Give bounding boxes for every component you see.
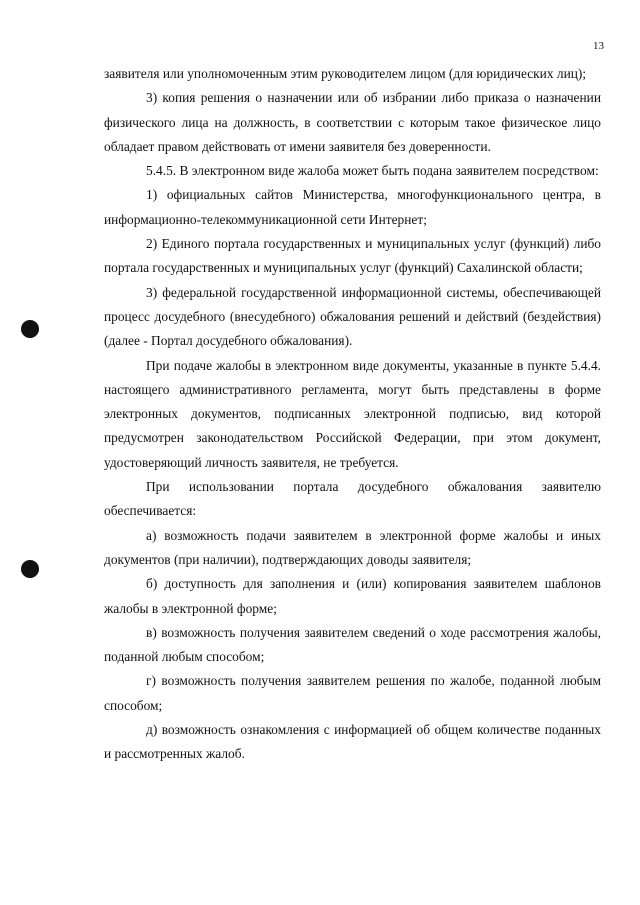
paragraph-item-2-unified-portal: 2) Единого портала государственных и муниципальных услуг (функций) либо портала государственных и муниципальных услуг (функций) Сахалинской области; — [104, 236, 601, 276]
paragraph-item-a: а) возможность подачи заявителем в электронной форме жалобы и иных документов (при наличии), подтверждающих доводы заявителя; — [104, 527, 601, 567]
binder-hole-bottom — [21, 560, 39, 578]
document-body — [104, 62, 601, 767]
paragraph-item-g: г) возможность получения заявителем решения по жалобе, поданной любым способом; — [104, 673, 601, 713]
paragraph-5-4-5: 5.4.5. В электронном виде жалоба может быть подана заявителем посредством: — [146, 163, 599, 179]
paragraph-item-d: д) возможность ознакомления с информацией об общем количестве поданных и рассмотренных жалоб. — [104, 722, 601, 762]
paragraph-item-v: в) возможность получения заявителем сведений о ходе рассмотрения жалобы, поданной любым способом; — [104, 624, 601, 665]
paragraph-item-b: б) доступность для заполнения и (или) копирования заявителем шаблонов жалобы в электронной форме; — [104, 576, 601, 616]
paragraph-continuation: заявителя или уполномоченным этим руководителем лицом (для юридических лиц); — [104, 66, 587, 81]
paragraph-item-1-official-sites: 1) официальных сайтов Министерства, многофункционального центра, в информационно-телекоммуникационной сети Интернет; — [104, 187, 601, 227]
paragraph-portal-provides: При использовании портала досудебного обжалования заявителю обеспечивается: — [104, 479, 601, 519]
paragraph-item-3-copy-decision: 3) копия решения о назначении или об избрании либо приказа о назначении физического лица на должность, в соответствии с которым такое физическое лицо обладает правом действовать от имени заявителя без доверенности. — [104, 90, 601, 154]
paragraph-electronic-documents: При подаче жалобы в электронном виде документы, указанные в пункте 5.4.4. настоящего административного регламента, могут быть представлены в форме электронных документов, подписанных электронной подписью, вид которой предусмотрен законодательством Российской Федерации, при этом документ, удостоверяющий личность заявителя, не требуется. — [104, 357, 601, 470]
binder-hole-top — [21, 320, 39, 338]
paragraph-item-3-federal-system: 3) федеральной государственной информационной системы, обеспечивающей процесс досудебного (внесудебного) обжалования решений и действий (бездействия) (далее - Портал досудебного обжалования). — [104, 284, 601, 349]
page-number: 13 — [593, 40, 604, 52]
